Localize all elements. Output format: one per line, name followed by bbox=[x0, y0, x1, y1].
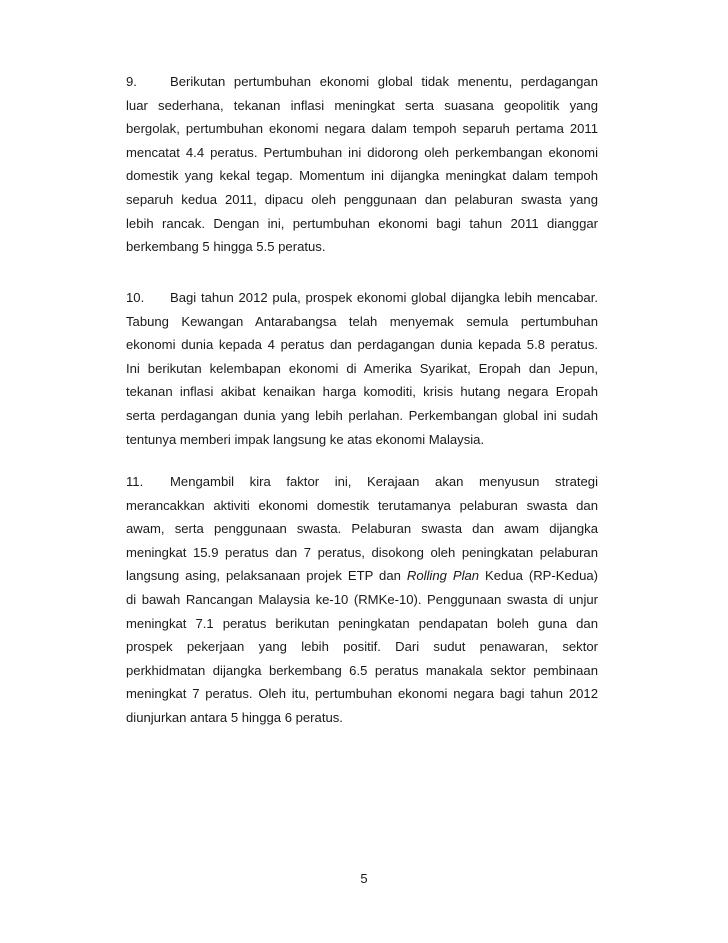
paragraph-line: langsung asing, pelaksanaan projek ETP dan Rolling Plan Kedua (RP-Kedua) bbox=[126, 568, 598, 584]
paragraph-line: domestik yang kekal tegap. Momentum ini dijangka meningkat dalam tempoh bbox=[126, 168, 598, 184]
paragraph-number: 9. bbox=[126, 74, 137, 89]
paragraph-number: 10. bbox=[126, 290, 145, 305]
paragraph-line: merancakkan aktiviti ekonomi domestik terutamanya pelaburan swasta dan bbox=[126, 497, 598, 513]
page-number: 5 bbox=[360, 871, 368, 886]
paragraph-line: Ini berikutan kelembapan ekonomi di Amerika Syarikat, Eropah dan Jepun, bbox=[126, 360, 598, 376]
paragraph-line: bergolak, pertumbuhan ekonomi negara dalam tempoh separuh pertama 2011 bbox=[126, 121, 598, 137]
paragraph-line: meningkat 15.9 peratus dan 7 peratus, disokong oleh peningkatan pelaburan bbox=[126, 544, 598, 560]
paragraph-line: 10. Bagi tahun 2012 pula, prospek ekonomi global dijangka lebih mencabar. bbox=[126, 286, 598, 310]
paragraph-line: meningkat 7.1 peratus berikutan peningkatan pendapatan boleh guna dan bbox=[126, 615, 598, 631]
paragraph-9 bbox=[126, 70, 598, 259]
paragraph-10 bbox=[126, 286, 598, 451]
paragraph-line: 9. Berikutan pertumbuhan ekonomi global tidak menentu, perdagangan bbox=[126, 70, 598, 94]
paragraph-line: ekonomi dunia kepada 4 peratus dan perdagangan dunia kepada 5.8 peratus. bbox=[126, 337, 598, 353]
paragraph-line: Tabung Kewangan Antarabangsa telah menyemak semula pertumbuhan bbox=[126, 313, 598, 329]
paragraph-line: tekanan inflasi akibat kenaikan harga komoditi, krisis hutang negara Eropah bbox=[126, 384, 598, 400]
paragraph-line: lebih rancak. Dengan ini, pertumbuhan ekonomi bagi tahun 2011 dianggar bbox=[126, 215, 598, 231]
paragraph-line: meningkat 7 peratus. Oleh itu, pertumbuhan ekonomi negara bagi tahun 2012 bbox=[126, 686, 598, 702]
paragraph-line: awam, serta penggunaan swasta. Pelaburan swasta dan awam dijangka bbox=[126, 521, 598, 537]
paragraph-line: 11. Mengambil kira faktor ini, Kerajaan akan menyusun strategi bbox=[126, 470, 598, 494]
paragraph-line: prospek pekerjaan yang lebih positif. Dari sudut penawaran, sektor bbox=[126, 639, 598, 655]
paragraph-line: berkembang 5 hingga 5.5 peratus. bbox=[126, 239, 326, 255]
paragraph-line: separuh kedua 2011, dipacu oleh penggunaan dan pelaburan swasta yang bbox=[126, 191, 598, 207]
paragraph-line: tentunya memberi impak langsung ke atas ekonomi Malaysia. bbox=[126, 431, 485, 447]
paragraph-11 bbox=[126, 470, 598, 730]
paragraph-line: di bawah Rancangan Malaysia ke-10 (RMKe-10). Penggunaan swasta di unjur bbox=[126, 591, 598, 607]
paragraph-line: serta perdagangan dunia yang lebih perlahan. Perkembangan global ini sudah bbox=[126, 407, 598, 423]
italic-term: Rolling Plan bbox=[406, 568, 480, 584]
paragraph-number: 11. bbox=[126, 474, 144, 489]
paragraph-line: perkhidmatan dijangka berkembang 6.5 peratus manakala sektor pembinaan bbox=[126, 662, 598, 678]
paragraph-line: diunjurkan antara 5 hingga 6 peratus. bbox=[126, 709, 343, 725]
paragraph-line: luar sederhana, tekanan inflasi meningkat serta suasana geopolitik yang bbox=[126, 97, 598, 113]
paragraph-line: mencatat 4.4 peratus. Pertumbuhan ini didorong oleh perkembangan ekonomi bbox=[126, 144, 598, 160]
